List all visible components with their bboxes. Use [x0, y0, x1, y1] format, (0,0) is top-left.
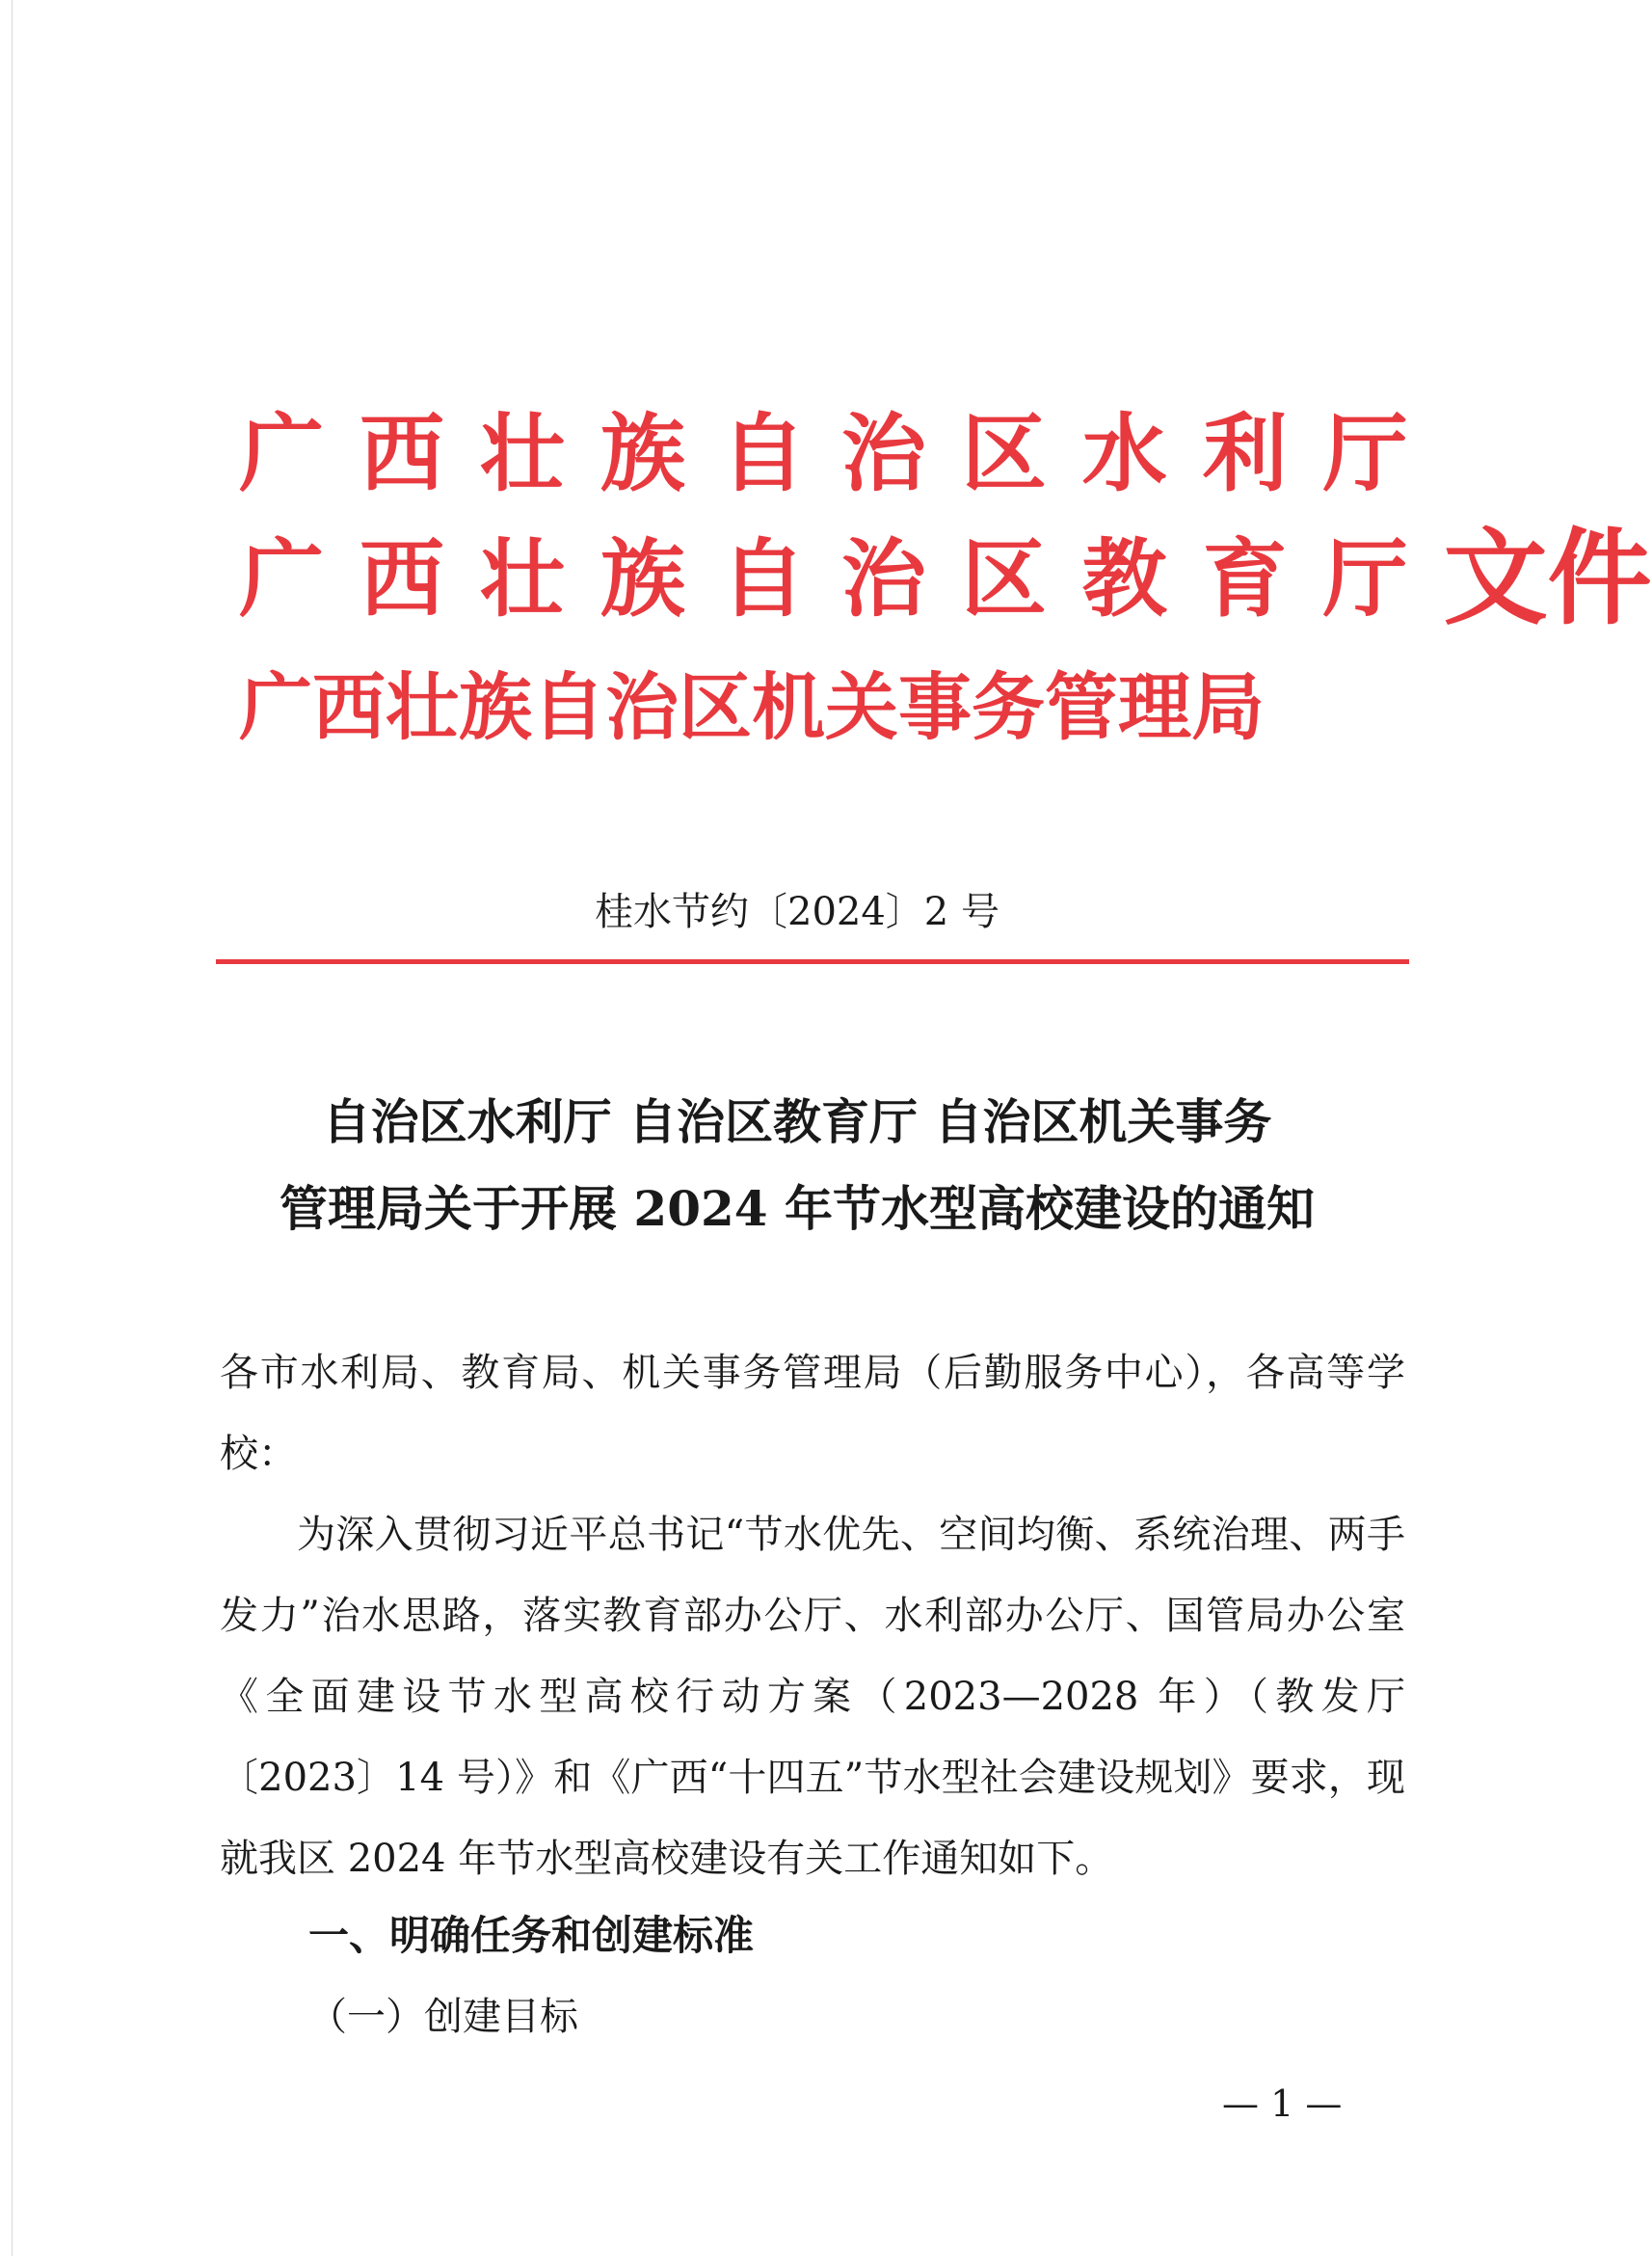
notice-title-line-2: 管理局关于开展 2024 年节水型高校建设的通知	[280, 1180, 1315, 1237]
addressee: 各市水利局、教育局、机关事务管理局（后勤服务中心），各高等学校：	[220, 1351, 1405, 1476]
section-heading: 一、明确任务和创建标准	[308, 1912, 755, 1959]
document-number: 桂水节约〔2024〕2 号	[595, 890, 999, 934]
issuer-line-education	[239, 518, 1652, 639]
page-number: — 1 —	[1222, 2082, 1343, 2125]
document-label: 文件	[1443, 518, 1652, 639]
issuer-line-water-resources: 广西壮族自治区水利厅	[239, 403, 1444, 503]
subsection-heading: （一）创建目标	[308, 1995, 578, 2039]
red-divider	[216, 959, 1409, 964]
body-paragraph: 为深入贯彻习近平总书记“节水优先、空间均衡、系统治理、两手发力”治水思路，落实教育部办公厅、水利部办公厅、国管局办公室《全面建设节水型高校行动方案（2023—2028 年）（教发厅〔2023〕14 号）》和《广西“十四五”节水型社会建设规划》要求，现就我区 2024 年节水型高校建设有关工作通知如下。	[220, 1513, 1405, 1881]
issuer-education-text: 广西壮族自治区教育厅	[239, 528, 1444, 629]
notice-title-line-1: 自治区水利厅 自治区教育厅 自治区机关事务	[322, 1093, 1272, 1150]
issuer-line-affairs-bureau: 广西壮族自治区机关事务管理局	[239, 664, 1265, 750]
